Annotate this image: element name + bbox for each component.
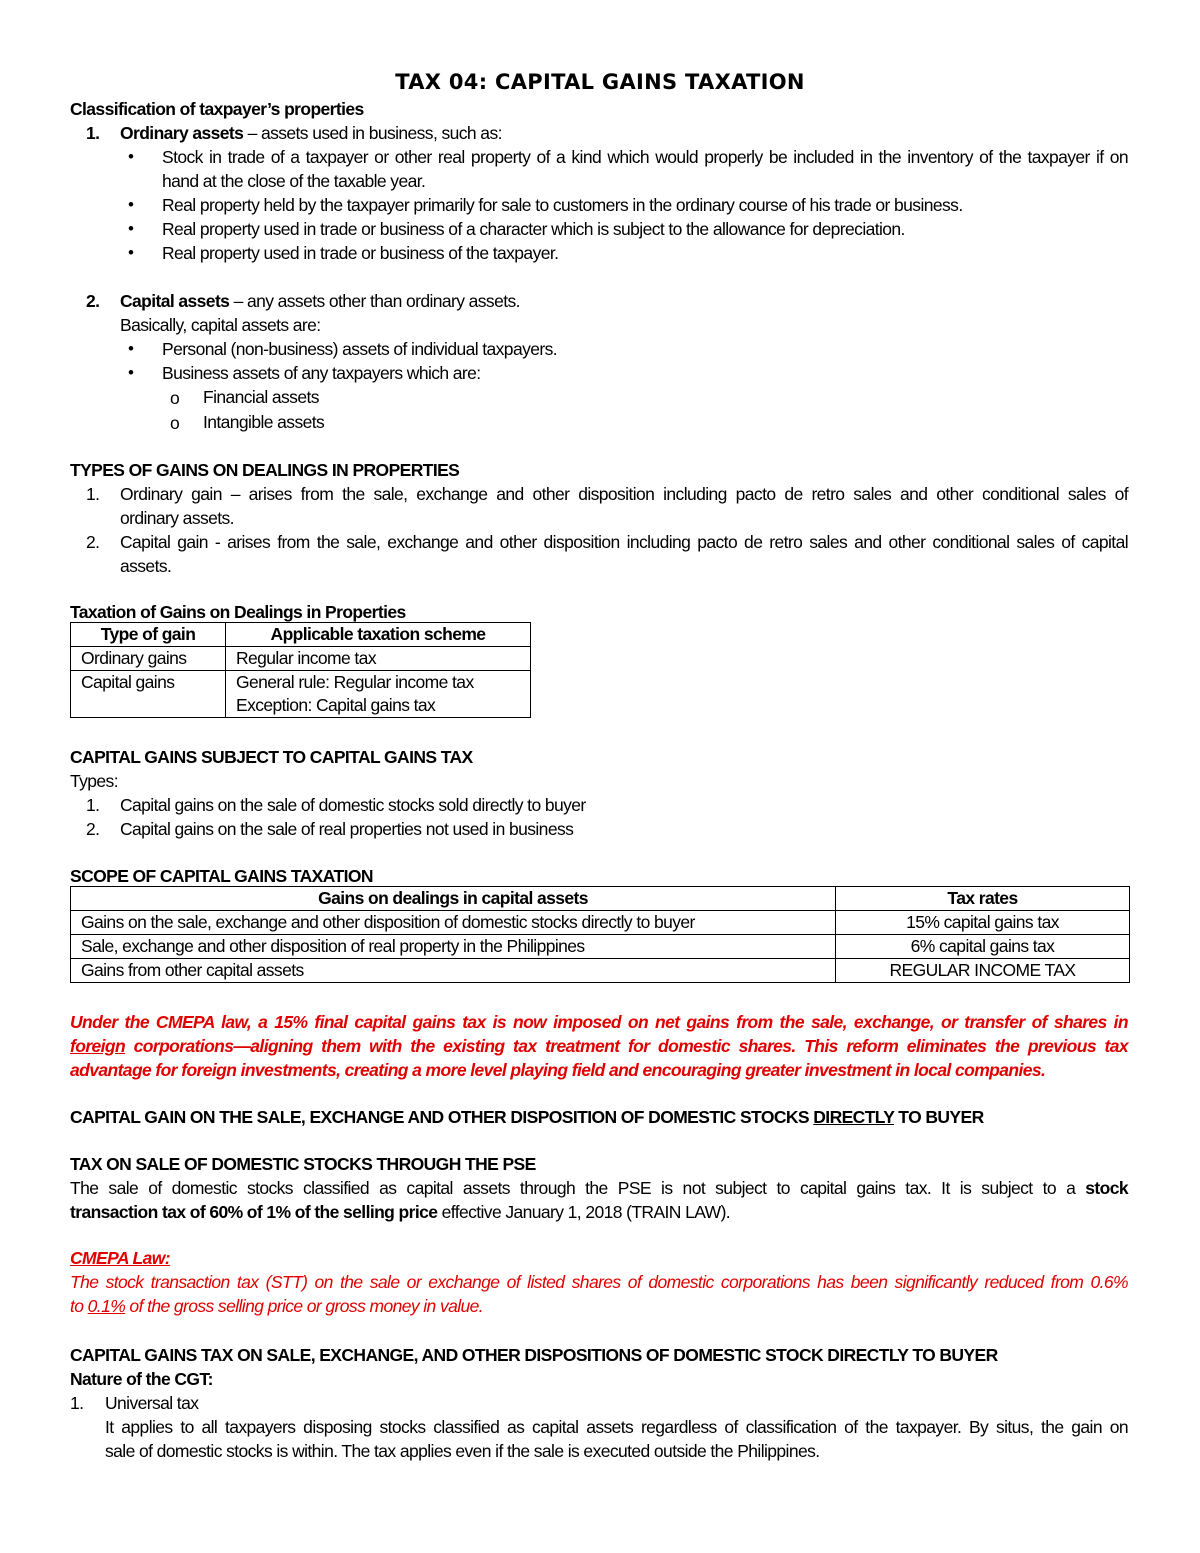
capital-item-1: Personal (non-business) assets of individual taxpayers. — [162, 339, 557, 359]
directly-heading-pre: CAPITAL GAIN ON THE SALE, EXCHANGE AND OTHER DISPOSITION OF DOMESTIC STOCKS — [70, 1107, 814, 1127]
bullet-icon: • — [128, 195, 134, 214]
cmepa-law-line2-pre: to — [70, 1296, 88, 1316]
scope-heading: SCOPE OF CAPITAL GAINS TAXATION — [70, 866, 373, 886]
universal-line2: sale of domestic stocks is within. The tax applies even if the sale is executed outside the Philippines. — [105, 1441, 820, 1461]
cmepa-note-line3: advantage for foreign investments, creating a more level playing field and encouraging greater investment in local companies. — [70, 1060, 1046, 1080]
cgt-item-2: Capital gains on the sale of real properties not used in business — [120, 819, 574, 839]
table-row — [71, 671, 531, 718]
ordinary-item-2: Real property held by the taxpayer primarily for sale to customers in the ordinary course of his trade or business. — [162, 195, 963, 215]
universal-line1: It applies to all taxpayers disposing stocks classified as capital assets regardless of classification of the taxpayer. By situs, the gain on — [105, 1417, 1128, 1437]
cell-type: Ordinary gains — [71, 647, 226, 671]
sub-bullet-icon: o — [170, 413, 180, 433]
capital-basically: Basically, capital assets are: — [120, 315, 321, 335]
ordinary-assets-desc: – assets used in business, such as: — [247, 123, 502, 143]
cgt-number-1: 1. — [86, 795, 100, 815]
pse-heading: TAX ON SALE OF DOMESTIC STOCKS THROUGH THE PSE — [70, 1154, 536, 1174]
universal-tax-label: Universal tax — [105, 1393, 199, 1413]
capital-gain-line1: Capital gain - arises from the sale, exchange and other disposition including pacto de retro sales and other conditional sales of capital — [120, 532, 1128, 552]
directly-underlined: DIRECTLY — [813, 1107, 895, 1127]
cmepa-law-label: CMEPA Law: — [70, 1248, 170, 1268]
ordinary-gain-line2: ordinary assets. — [120, 508, 234, 528]
header-scheme: Applicable taxation scheme — [226, 623, 531, 647]
pse-line2-bold: transaction tax of 60% of 1% of the selling price — [70, 1202, 438, 1222]
cgt-subject-heading: CAPITAL GAINS SUBJECT TO CAPITAL GAINS TAX — [70, 747, 473, 767]
header-type-of-gain: Type of gain — [71, 623, 226, 647]
types-of-gains-heading: TYPES OF GAINS ON DEALINGS IN PROPERTIES — [70, 460, 460, 480]
cell-scheme: Regular income tax — [226, 647, 531, 671]
pse-line1-bold: stock — [1085, 1178, 1128, 1198]
capital-gain-line2: assets. — [120, 556, 172, 576]
cmepa-law-line2-rest: of the gross selling price or gross money in value. — [125, 1296, 484, 1316]
taxation-table — [70, 622, 531, 718]
cell-type: Capital gains — [71, 671, 226, 718]
bullet-icon: • — [128, 243, 134, 262]
cmepa-note-line2 — [70, 1034, 1128, 1058]
classification-heading: Classification of taxpayer’s properties — [70, 99, 364, 119]
scheme-general-rule: General rule: Regular income tax — [236, 672, 474, 692]
directly-heading-post: TO BUYER — [894, 1107, 984, 1127]
ordinary-item-3: Real property used in trade or business of a character which is subject to the allowance for depreciation. — [162, 219, 905, 239]
capital-assets-label: Capital assets — [120, 291, 230, 311]
pse-line2 — [70, 1200, 730, 1224]
capital-number: 2. — [86, 291, 100, 311]
cgt-number-2: 2. — [86, 819, 100, 839]
pse-line2-rest: effective January 1, 2018 (TRAIN LAW). — [437, 1202, 731, 1222]
cmepa-note-line2-rest: corporations—aligning them with the existing tax treatment for domestic shares. This reform eliminates the previous tax — [125, 1036, 1128, 1056]
ordinary-number: 1. — [86, 123, 100, 143]
scope-table — [70, 886, 1130, 983]
ordinary-item-4: Real property used in trade or business of the taxpayer. — [162, 243, 559, 263]
cell-rate: 15% capital gains tax — [836, 911, 1130, 935]
table-row — [71, 959, 1130, 983]
scheme-exception: Exception: Capital gains tax — [236, 695, 436, 715]
table-header-row — [71, 623, 531, 647]
ordinary-item-1-cont: hand at the close of the taxable year. — [162, 171, 426, 191]
universal-number: 1. — [70, 1393, 84, 1413]
pse-line1 — [70, 1176, 1128, 1200]
cmepa-law-line1: The stock transaction tax (STT) on the sale or exchange of listed shares of domestic corporations has been significantly reduced from 0.6% — [70, 1272, 1128, 1292]
cmepa-law-line2 — [70, 1294, 483, 1318]
ordinary-item-1: Stock in trade of a taxpayer or other real property of a kind which would properly be included in the inventory of the taxpayer if on — [162, 147, 1128, 167]
cell-rate: REGULAR INCOME TAX — [836, 959, 1130, 983]
capital-assets-desc: – any assets other than ordinary assets. — [233, 291, 520, 311]
cmepa-note-line1: Under the CMEPA law, a 15% final capital gains tax is now imposed on net gains from the sale, exchange, or transfer of shares in — [70, 1012, 1128, 1032]
capital-assets-line — [120, 289, 520, 313]
header-tax-rates: Tax rates — [836, 887, 1130, 911]
gain-number-2: 2. — [86, 532, 100, 552]
bullet-icon: • — [128, 147, 134, 166]
capital-item-2: Business assets of any taxpayers which are: — [162, 363, 481, 383]
taxation-table-heading: Taxation of Gains on Dealings in Properties — [70, 602, 406, 622]
directly-heading — [70, 1105, 984, 1129]
cmepa-foreign-underlined: foreign — [70, 1036, 126, 1056]
cgt-direct-heading: CAPITAL GAINS TAX ON SALE, EXCHANGE, AND OTHER DISPOSITIONS OF DOMESTIC STOCK DIRECTLY TO BUYER — [70, 1345, 998, 1365]
cell-rate: 6% capital gains tax — [836, 935, 1130, 959]
pse-line1-text: The sale of domestic stocks classified as capital assets through the PSE is not subject to capital gains tax. It is subject to a — [70, 1178, 1086, 1198]
ordinary-gain-line1: Ordinary gain – arises from the sale, exchange and other disposition including pacto de retro sales and other conditional sales of — [120, 484, 1128, 504]
document-title: TAX 04: CAPITAL GAINS TAXATION — [395, 70, 805, 94]
ordinary-assets-label: Ordinary assets — [120, 123, 244, 143]
cell-gain: Sale, exchange and other disposition of real property in the Philippines — [71, 935, 836, 959]
ordinary-assets-line — [120, 121, 502, 145]
capital-subitem-2: Intangible assets — [203, 412, 325, 432]
gain-number-1: 1. — [86, 484, 100, 504]
cell-gain: Gains on the sale, exchange and other disposition of domestic stocks directly to buyer — [71, 911, 836, 935]
table-row — [71, 911, 1130, 935]
header-gains: Gains on dealings in capital assets — [71, 887, 836, 911]
bullet-icon: • — [128, 219, 134, 238]
table-row — [71, 647, 531, 671]
capital-subitem-1: Financial assets — [203, 387, 319, 407]
sub-bullet-icon: o — [170, 388, 180, 408]
cgt-types-label: Types: — [70, 771, 118, 791]
cell-scheme — [226, 671, 531, 718]
cell-gain: Gains from other capital assets — [71, 959, 836, 983]
table-row — [71, 935, 1130, 959]
cgt-item-1: Capital gains on the sale of domestic stocks sold directly to buyer — [120, 795, 586, 815]
table-header-row — [71, 887, 1130, 911]
cmepa-law-rate-underlined: 0.1% — [87, 1296, 126, 1316]
bullet-icon: • — [128, 339, 134, 358]
bullet-icon: • — [128, 363, 134, 382]
nature-of-cgt: Nature of the CGT: — [70, 1369, 213, 1389]
